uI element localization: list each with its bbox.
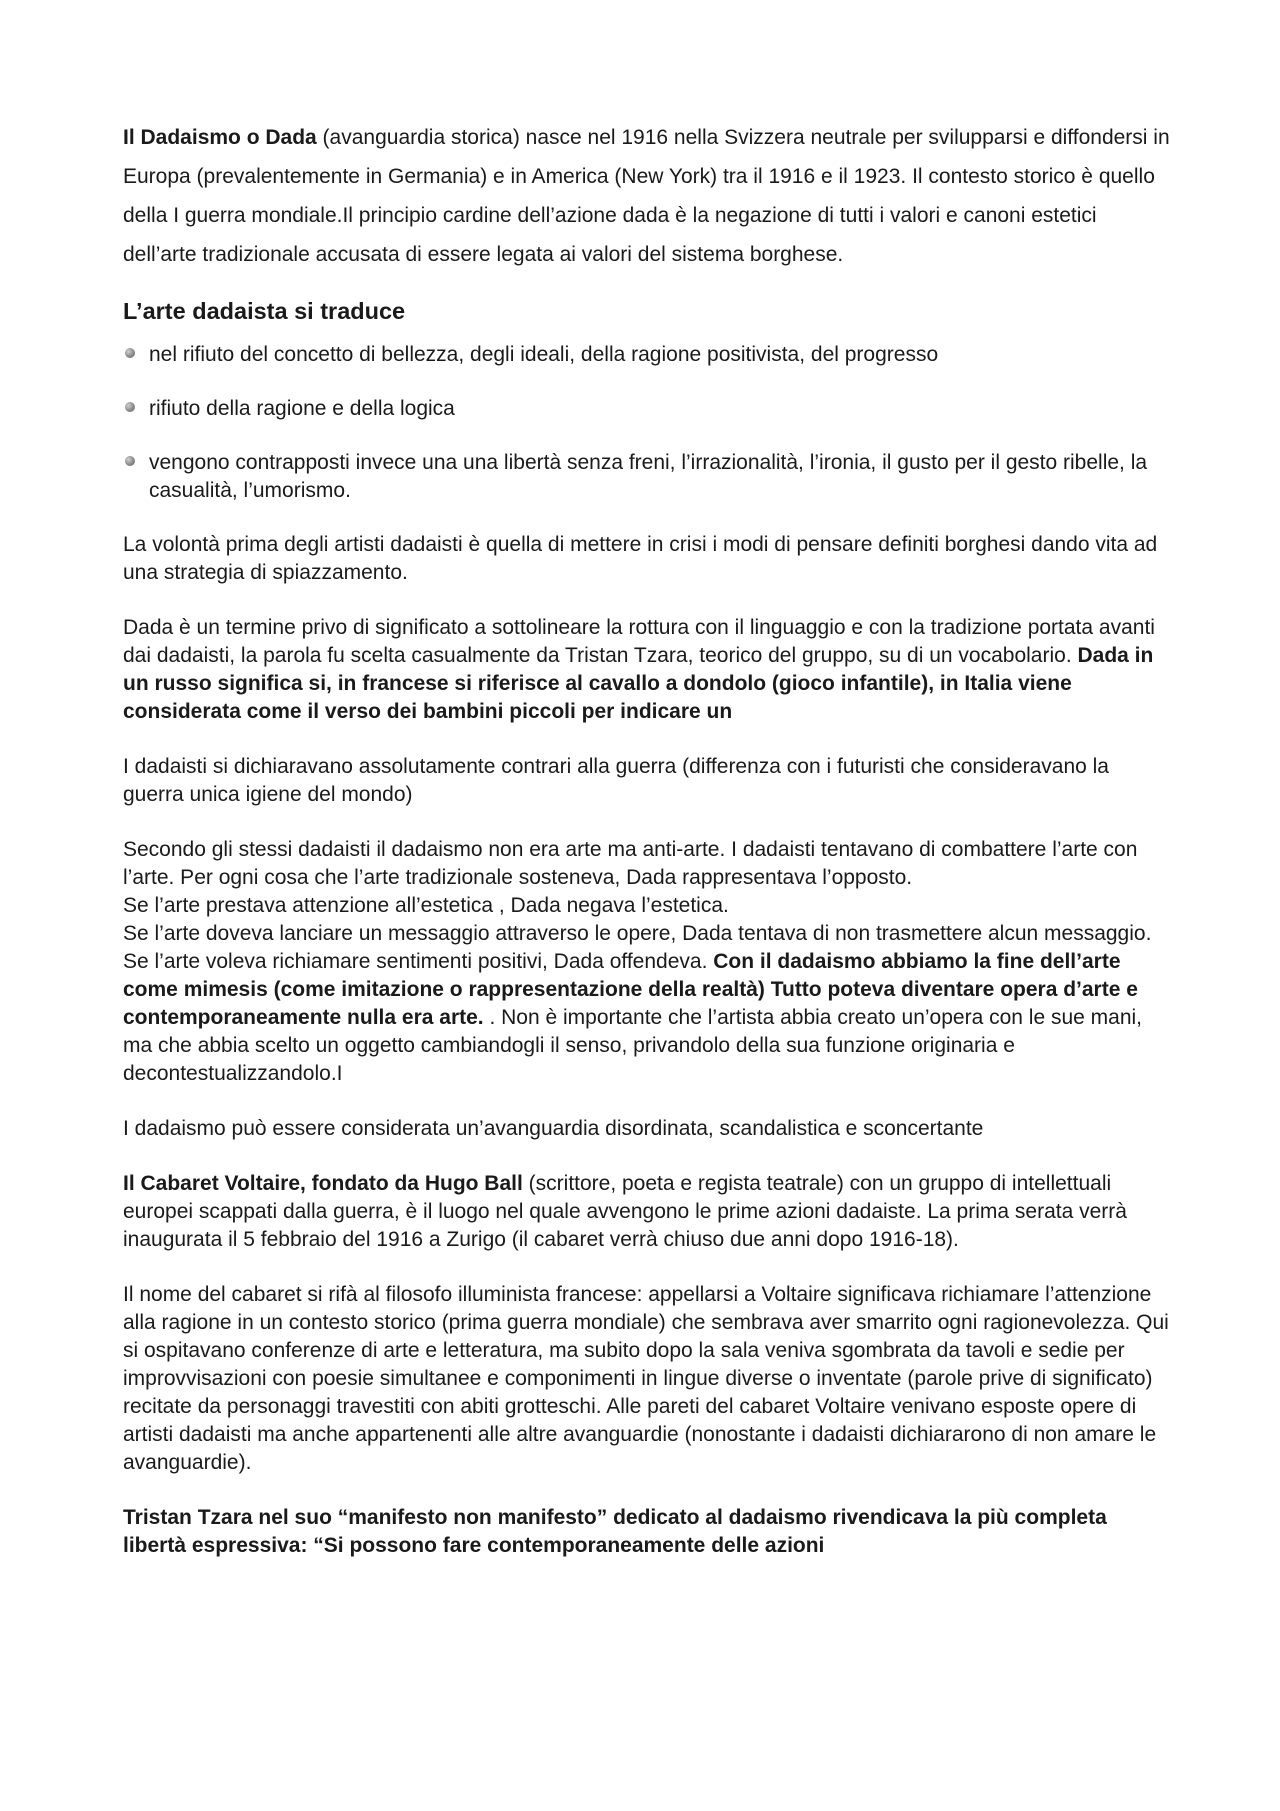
intro-text: (avanguardia storica) nasce nel 1916 nella Svizzera neutrale per svilupparsi e diffondersi in Europa (prevalentemente in Germania) e in America (New York) tra il 1916 e il 1923. Il contesto storico è quello della I guerra mondiale.Il principio cardine dell’azione dada è la negazione di tutti i valori e canoni estetici dell’arte tradizionale accusata di essere legata ai valori del sistema borghese. — [123, 126, 1170, 266]
intro-paragraph — [123, 118, 1173, 274]
intro-bold-lead: Il Dadaismo o Dada — [123, 126, 317, 149]
paragraph-text: Dada è un termine privo di significato a sottolineare la rottura con il linguaggio e con la tradizione portata avanti dai dadaisti, la parola fu scelta casualmente da Tristan Tzara, teorico del gruppo, su di un vocabolario. — [123, 616, 1155, 667]
paragraph-bold: Tristan Tzara nel suo “manifesto non manifesto” dedicato al dadaismo rivendicava la più completa libertà espressiva: “Si possono fare contemporaneamente delle azioni — [123, 1506, 1107, 1557]
paragraph-crisis: La volontà prima degli artisti dadaisti è quella di mettere in crisi i modi di pensare definiti borghesi dando vita ad una strategia di spiazzamento. — [123, 533, 1158, 584]
paragraph-bold: Il Cabaret Voltaire, fondato da Hugo Ball — [123, 1172, 523, 1195]
paragraph-disorder: I dadaismo può essere considerata un’avanguardia disordinata, scandalistica e sconcertante — [123, 1117, 984, 1140]
list-item-text: vengono contrapposti invece una una libertà senza freni, l’irrazionalità, l’ironia, il gusto per il gesto ribelle, la casualità, l’umorismo. — [149, 451, 1148, 502]
paragraph-anti-art — [123, 836, 1173, 1088]
bullet-icon — [125, 456, 135, 466]
list-item — [123, 395, 1173, 423]
list-item-text: nel rifiuto del concetto di bellezza, degli ideali, della ragione positivista, del progresso — [149, 343, 939, 366]
paragraph-war: I dadaisti si dichiaravano assolutamente contrari alla guerra (differenza con i futuristi che consideravano la guerra unica igiene del mondo) — [123, 755, 1109, 806]
paragraph-bold: Con il dadaismo abbiamo la fine dell’arte come mimesis (come imitazione o rappresentazione della realtà) Tutto poteva diventare opera d’arte e contemporaneamente nulla era arte. — [123, 950, 1138, 1029]
paragraph-dada-meaning — [123, 614, 1173, 726]
list-item — [123, 449, 1173, 505]
paragraph-text: . Non è importante che l’artista abbia creato un’opera con le sue mani, ma che abbia scelto un oggetto cambiandogli il senso, privandolo della sua funzione originaria e decontestualizzandolo.I — [123, 1006, 1142, 1085]
paragraph-line: Se l’arte prestava attenzione all’estetica , Dada negava l’estetica. — [123, 894, 729, 917]
paragraph-line: Se l’arte doveva lanciare un messaggio attraverso le opere, Dada tentava di non trasmettere alcun messaggio. Se l’arte voleva richiamare sentimenti positivi, Dada offendeva. — [123, 922, 1152, 973]
list-item-text: rifiuto della ragione e della logica — [149, 397, 455, 420]
document-page — [123, 118, 1173, 1587]
paragraph-tzara — [123, 1504, 1173, 1560]
paragraph-line: Secondo gli stessi dadaisti il dadaismo non era arte ma anti-arte. I dadaisti tentavano di combattere l’arte con l’arte. Per ogni cosa che l’arte tradizionale sosteneva, Dada rappresentava l’opposto. — [123, 838, 1138, 889]
paragraph-cabaret — [123, 1170, 1173, 1254]
paragraph-voltaire: Il nome del cabaret si rifà al filosofo illuminista francese: appellarsi a Voltaire significava richiamare l’attenzione alla ragione in un contesto storico (prima guerra mondiale) che sembrava aver smarrito ogni ragionevolezza. Qui si ospitavano conferenze di arte e letteratura, ma subito dopo la sala veniva sgombrata da tavoli e sedie per improvvisazioni con poesie simultanee e componimenti in lingue diverse o inventate (parole prive di significato) recitate da personaggi travestiti con abiti grotteschi. Alle pareti del cabaret Voltaire venivano esposte opere di artisti dadaisti ma anche appartenenti alle altre avanguardie (nonostante i dadaisti dichiararono di non amare le avanguardie). — [123, 1283, 1169, 1474]
bullet-icon — [125, 348, 135, 358]
bullet-list — [123, 341, 1173, 505]
list-item — [123, 341, 1173, 369]
section-heading: L’arte dadaista si traduce — [123, 298, 406, 324]
paragraph-bold: Dada in un russo significa si, in francese si riferisce al cavallo a dondolo (gioco infantile), in Italia viene considerata come il verso dei bambini piccoli per indicare un — [123, 644, 1154, 723]
bullet-icon — [125, 402, 135, 412]
paragraph-text: (scrittore, poeta e regista teatrale) con un gruppo di intellettuali europei scappati dalla guerra, è il luogo nel quale avvengono le prime azioni dadaiste. La prima serata verrà inaugurata il 5 febbraio del 1916 a Zurigo (il cabaret verrà chiuso due anni dopo 1916-18). — [123, 1172, 1127, 1251]
